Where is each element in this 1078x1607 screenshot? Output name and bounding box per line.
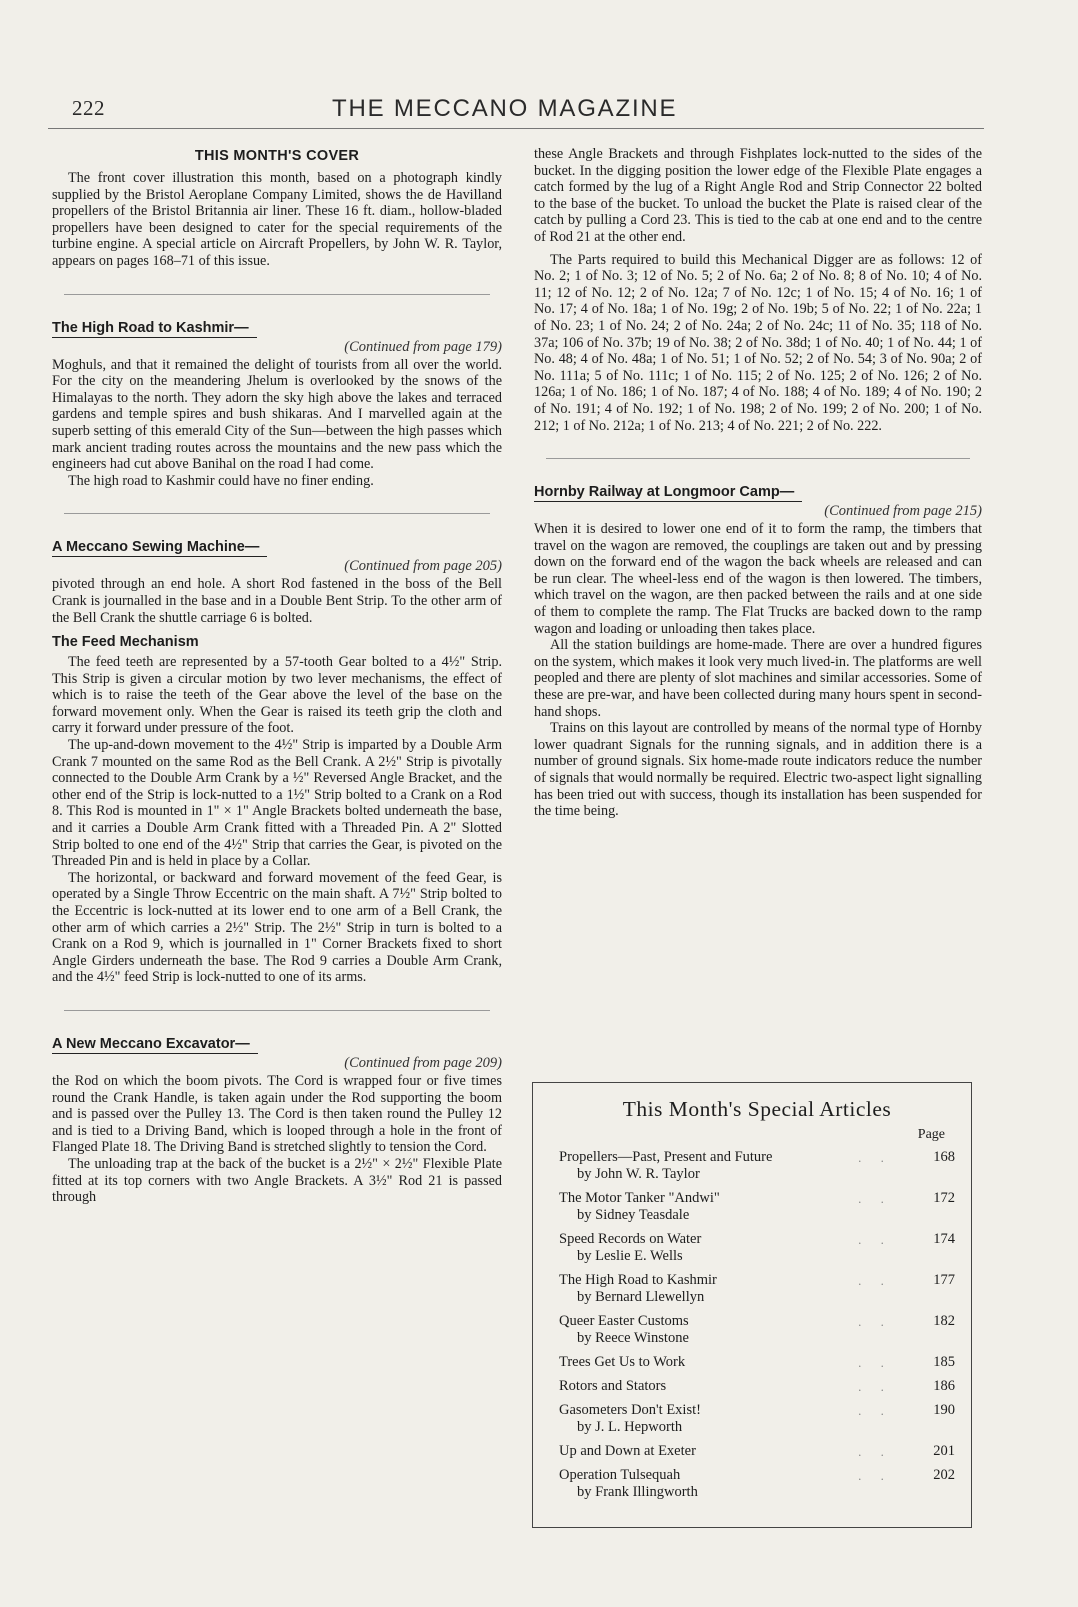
digger-parts-list: The Parts required to build this Mechanical Digger are as follows: 12 of No. 2; 1 of No. 3; 12 of No. 5; 2 of No. 6a; 2 of No. 8; 8 of No. 10; 4 of No. 11; 12 of No. 12; 2 of No. 12a; 7 of No. 12c; 1 of No. 15; 4 of No. 16; 1 of No. 17; 4 of No. 18a; 1 of No. 19g; 2 of No. 19b; 5 of No. 22; 1 of No. 22a; 1 of No. 23; 1 of No. 24; 2 of No. 24a; 2 of No. 24c; 11 of No. 35; 118 of No. 37a; 106 of No. 37b; 19 of No. 38; 2 of No. 38d; 1 of No. 40; 1 of No. 44; 1 of No. 48; 4 of No. 48a; 1 of No. 51; 1 of No. 52; 2 of No. 54; 3 of No. 90a; 2 of No. 111a; 5 of No. 111c; 1 of No. 115; 2 of No. 125; 2 of No. 126; 2 of No. 126a; 1 of No. 186; 1 of No. 187; 4 of No. 188; 4 of No. 189; 4 of No. 190; 2 of No. 191; 4 of No. 192; 1 of No. 198; 2 of No. 199; 2 of No. 200; 1 of No. 212; 1 of No. 212a; 1 of No. 213; 4 of No. 221; 2 of No. 222. [534, 251, 982, 434]
kashmir-paragraph-2: The high road to Kashmir could have no finer ending. [68, 472, 374, 489]
excavator-heading: A New Meccano Excavator— [52, 1035, 258, 1054]
cover-heading: THIS MONTH'S COVER [194, 148, 360, 164]
article-author: by Leslie E. Wells [577, 1248, 683, 1264]
article-row [559, 1313, 955, 1347]
article-row [559, 1190, 955, 1224]
kashmir-heading: The High Road to Kashmir— [52, 319, 257, 338]
divider [64, 1010, 490, 1011]
sewing-paragraph-2: The feed teeth are represented by a 57-tooth Gear bolted to a 4½" Strip. This Strip is given a circular motion by two lever mechanisms, the effect of which is to raise the teeth of the Gear above the level of the base on the forward movement only. When the Gear is raised its teeth grip the cloth and carry it forward under pressure of the foot. [52, 654, 502, 737]
digger-paragraph-1: these Angle Brackets and through Fishplates lock-nutted to the sides of the bucket. In the digging position the lower edge of the Flexible Plate engages a catch formed by the lug of a Right Angle Rod and Strip Connector 22 bolted to the base of the bucket. To unload the bucket the Plate is raised clear of the catch by pulling a Cord 23. This is tied to the cab at one end and to the centre of Rod 21 at the other end. [534, 146, 982, 245]
article-entry [559, 1272, 835, 1306]
article-title: The High Road to Kashmir [559, 1272, 717, 1288]
article-title: Trees Get Us to Work [559, 1354, 686, 1370]
article-title: Gasometers Don't Exist! [559, 1402, 701, 1418]
article-entry [559, 1402, 835, 1436]
leader-dots: . . [858, 1355, 892, 1370]
article-title: Rotors and Stators [559, 1378, 667, 1394]
article-author: by Sidney Teasdale [577, 1207, 690, 1223]
leader-dots: . . [858, 1232, 892, 1247]
kashmir-paragraph-1: Moghuls, and that it remained the delight of tourists from all over the world. For the city on the meandering Jhelum is overlooked by the snows of the Himalayas to the north. They adorn the sky high above the lakes and terraced gardens and temple spires and bush shikaras. And I marvelled again at the superb setting of this emerald City of the Sun—between the high passes which mark ancient trading routes across the mountains and the new pass which the engineers had cut above Banihal on the road I had come. [52, 356, 502, 473]
sewing-paragraph-1: pivoted through an end hole. A short Rod fastened in the boss of the Bell Crank is journalled in the base and in a Double Bent Strip. To the other arm of the Bell Crank the shuttle carriage 6 is bolted. [52, 576, 502, 626]
cover-text: The front cover illustration this month, based on a photograph kindly supplied by the Bristol Aeroplane Company Limited, shows the de Havilland propellers of the Bristol Britannia air liner. These 16 ft. diam., hollow-bladed propellers have been designed to cater for the special requirements of the turbine engine. A special article on Aircraft Propellers, by John W. R. Taylor, appears on pages 168–71 of this issue. [52, 170, 502, 269]
article-row [559, 1402, 955, 1436]
hornby-section [534, 483, 982, 820]
divider [546, 458, 970, 459]
article-entry [559, 1443, 835, 1460]
hornby-heading: Hornby Railway at Longmoor Camp— [534, 483, 802, 502]
article-page-number: 186 [933, 1378, 955, 1394]
article-row [559, 1272, 955, 1306]
right-column [534, 146, 982, 820]
leader-dots: . . [858, 1444, 892, 1459]
article-page-number: 172 [933, 1190, 955, 1206]
sewing-continued: (Continued from page 205) [344, 558, 502, 575]
divider [64, 513, 490, 514]
article-row [559, 1354, 955, 1371]
leader-dots: . . [858, 1314, 892, 1329]
article-title: The Motor Tanker "Andwi" [559, 1190, 720, 1206]
kashmir-continued: (Continued from page 179) [344, 338, 502, 355]
sewing-paragraph-3: The up-and-down movement to the 4½" Strip is imparted by a Double Arm Crank 7 mounted on the same Rod as the Bell Crank. A 2½" Strip is pivotally connected to the Double Arm Crank by a ½" Reversed Angle Bracket, and the other end of the Strip is lock-nutted to a 1½" Strip bolted to a Crank on a Rod 8. This Rod is mounted in 1" × 1" Angle Brackets bolted underneath the base, and it carries a Double Arm Crank fitted with a Threaded Pin. A 2" Slotted Strip bolted to one end of the 4½" Strip that carries the Gear, is pivoted on the Threaded Pin and is held in place by a Collar. [52, 737, 502, 870]
article-row [559, 1231, 955, 1265]
article-row [559, 1378, 955, 1395]
article-entry [559, 1231, 835, 1265]
article-entry [559, 1467, 835, 1501]
article-author: by J. L. Hepworth [577, 1419, 683, 1435]
article-page-number: 202 [933, 1467, 955, 1483]
leader-dots: . . [858, 1273, 892, 1288]
left-column [52, 146, 502, 1206]
article-page-number: 177 [933, 1272, 955, 1288]
article-page-number: 185 [933, 1354, 955, 1370]
sewing-paragraph-4: The horizontal, or backward and forward movement of the feed Gear, is operated by a Single Throw Eccentric on the main shaft. A 7½" Strip bolted to the Eccentric is lock-nutted at its lower end to one arm of a Bell Crank, the other arm of which carries a 2½" Strip. The 2½" Strip in turn is bolted to a Crank on a Rod 9, which is journalled in 1" Corner Brackets fixed to short Angle Girders underneath the base. The Rod 9 carries a Double Arm Crank, and the 4½" feed Strip is lock-nutted to one of its arms. [52, 869, 502, 986]
hornby-paragraph-3: Trains on this layout are controlled by means of the normal type of Hornby lower quadrant Signals for the running signals, and in addition there is a number of ground signals. Six home-made route indicators reduce the number of signals that would normally be required. Electric two-aspect light signalling has been tried out with success, though its installation has been suspended for the time being. [534, 720, 982, 820]
article-title: Propellers—Past, Present and Future [559, 1149, 773, 1165]
hornby-continued: (Continued from page 215) [824, 503, 982, 520]
article-entry [559, 1354, 835, 1371]
feed-mechanism-heading: The Feed Mechanism [52, 634, 199, 651]
page-number: 222 [72, 96, 105, 120]
article-page-number: 182 [933, 1313, 955, 1329]
article-author: by Reece Winstone [577, 1330, 689, 1346]
excavator-paragraph-1: the Rod on which the boom pivots. The Cord is wrapped four or five times round the Crank Handle, is taken again under the Rod supporting the boom and is passed over the Pulley 13. The Cord is then taken round the Pulley 12 and is tied to a Driving Band, which is looped through a hole in the front of Flanged Plate 18. The Driving Band is stretched slightly to tension the Cord. [52, 1072, 502, 1156]
article-row [559, 1467, 955, 1501]
article-page-number: 174 [933, 1231, 955, 1247]
sewing-heading: A Meccano Sewing Machine— [52, 538, 267, 557]
hornby-paragraph-2: All the station buildings are home-made. There are over a hundred figures on the system, which makes it look very much lived-in. The platforms are well peopled and there are plenty of slot machines and similar accessories. Some of these are pre-war, and have been collected during many hours spent in second-hand shops. [534, 637, 982, 720]
hornby-paragraph-1: When it is desired to lower one end of it to form the ramp, the timbers that travel on the wagon are removed, the couplings are taken out and by pressing down on the forward end of the wagon the back wheels are released and can be run clear. The wheel-less end of the wagon is then lowered. The timbers, which travel on the wagon, are then packed between the rails and at one side of them to complete the ramp. The Flat Trucks are backed down to the ramp wagon and loading or unloading then takes place. [534, 521, 982, 637]
excavator-section [52, 1035, 502, 1206]
article-author: by Frank Illingworth [577, 1484, 698, 1500]
article-row [559, 1149, 955, 1183]
article-author: by Bernard Llewellyn [577, 1289, 705, 1305]
kashmir-section [52, 319, 502, 490]
article-page-number: 168 [933, 1149, 955, 1165]
sewing-section [52, 538, 502, 986]
article-title: Operation Tulsequah [559, 1467, 681, 1483]
article-title: Speed Records on Water [559, 1231, 702, 1247]
excavator-continued: (Continued from page 209) [344, 1054, 502, 1071]
leader-dots: . . [858, 1468, 892, 1483]
page-column-label: Page [917, 1127, 945, 1142]
special-articles-box [532, 1082, 972, 1528]
article-author: by John W. R. Taylor [577, 1166, 700, 1182]
article-page-number: 190 [933, 1402, 955, 1418]
divider [64, 294, 490, 295]
special-articles-list [559, 1149, 955, 1501]
leader-dots: . . [858, 1379, 892, 1394]
excavator-paragraph-2: The unloading trap at the back of the bucket is a 2½" × 2½" Flexible Plate fitted at its top corners with two Angle Brackets. A 3½" Rod 21 is passed through [52, 1155, 502, 1206]
leader-dots: . . [858, 1403, 892, 1418]
article-page-number: 201 [933, 1443, 955, 1459]
special-articles-title: This Month's Special Articles [622, 1097, 892, 1121]
article-title: Up and Down at Exeter [559, 1443, 696, 1459]
article-entry [559, 1149, 835, 1183]
leader-dots: . . [858, 1150, 892, 1165]
article-row [559, 1443, 955, 1460]
leader-dots: . . [858, 1191, 892, 1206]
article-entry [559, 1313, 835, 1347]
magazine-title: THE MECCANO MAGAZINE [332, 95, 678, 122]
article-title: Queer Easter Customs [559, 1313, 689, 1329]
article-entry [559, 1190, 835, 1224]
header-rule [48, 128, 984, 129]
article-entry [559, 1378, 835, 1395]
